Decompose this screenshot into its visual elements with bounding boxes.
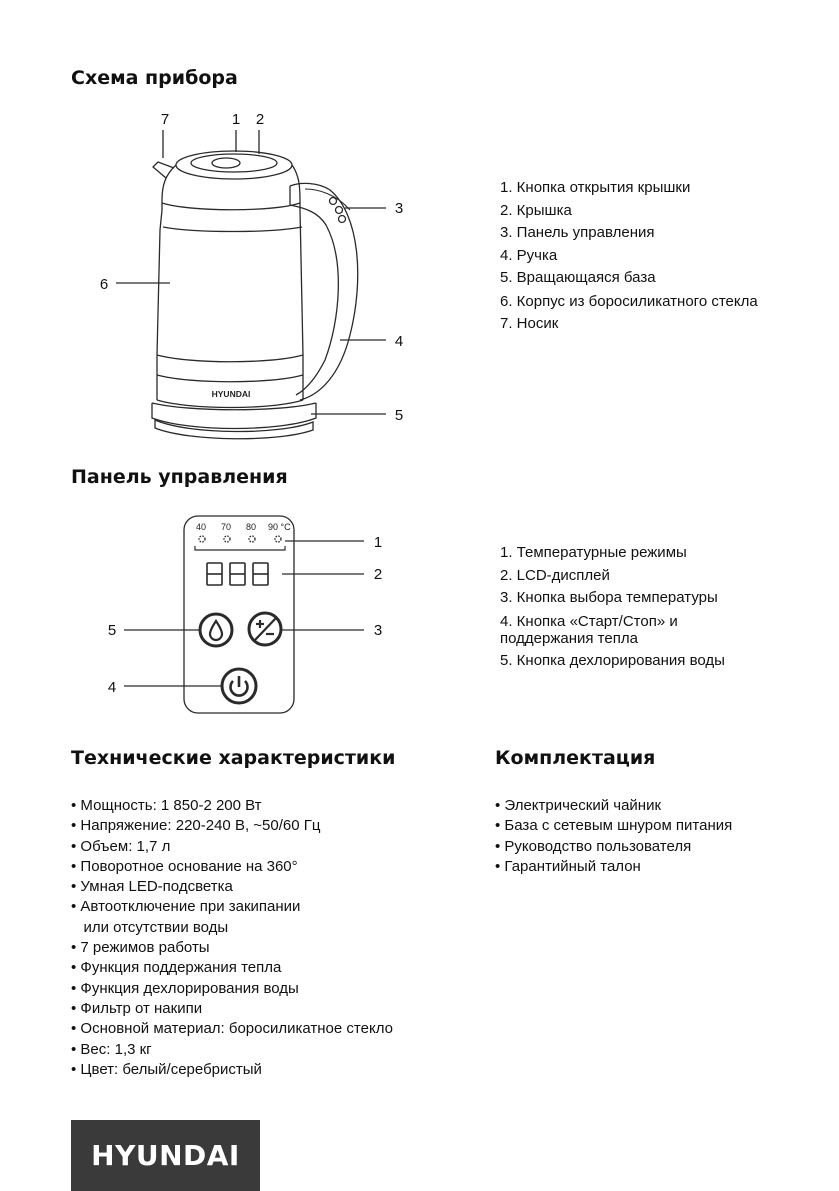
spec-item: • Фильтр от накипи [71,999,203,1017]
callout-3: 3 [394,200,404,217]
legend-item: 2. Крышка [500,201,572,219]
legend-item: 3. Кнопка выбора температуры [500,589,718,606]
legend-item: 5. Кнопка дехлорирования воды [500,651,725,669]
spec-item: • Умная LED-подсветка [71,878,233,896]
brand-logo-text: HYUNDAI [91,1139,240,1172]
temp-label-90: 90 °C [268,522,291,532]
temp-label-70: 70 [221,522,232,532]
legend-item: 7. Носик [500,314,559,332]
spec-item: • Мощность: 1 850-2 200 Вт [71,797,262,814]
legend-item: 5. Вращающаяся база [500,269,656,286]
panel-callout-3: 3 [373,622,383,639]
kit-item: • База с сетевым шнуром питания [495,817,733,835]
device-brand: HYUNDAI [211,389,251,399]
callout-1: 1 [231,111,241,128]
scheme-title: Схема прибора [71,67,238,89]
callout-6: 6 [99,276,109,293]
kit-list [495,796,732,877]
callout-2: 2 [255,111,265,128]
kit-title: Комплектация [495,747,656,769]
scheme-legend [500,177,800,335]
spec-item: • Объем: 1,7 л [71,837,171,855]
spec-item: • Основной материал: боросиликатное стекло [71,1020,393,1038]
callout-5: 5 [394,407,404,424]
spec-item: • Напряжение: 220-240 В, ~50/60 Гц [71,817,321,835]
specs-title: Технические характеристики [71,747,396,769]
spec-item: или отсутствии воды [71,918,229,936]
spec-item: • Поворотное основание на 360° [71,857,298,875]
spec-item: • Функция дехлорирования воды [71,979,299,997]
panel-title: Панель управления [71,466,288,488]
callout-7: 7 [160,111,170,128]
panel-callout-2: 2 [373,566,383,583]
legend-item: 2. LCD-дисплей [500,566,610,584]
panel-callout-5: 5 [107,622,117,639]
legend-item: 4. Ручка [500,246,558,264]
kit-item: • Электрический чайник [495,797,662,814]
legend-item: 6. Корпус из боросиликатного стекла [500,292,758,310]
panel-callout-4: 4 [107,679,117,696]
legend-item: 1. Температурные режимы [500,544,687,561]
spec-item: • 7 режимов работы [71,939,210,957]
legend-item: 3. Панель управления [500,224,655,241]
panel-legend [500,542,800,672]
temp-label-80: 80 [246,522,257,532]
temp-label-40: 40 [196,522,207,532]
callout-4: 4 [394,333,404,350]
spec-item: • Вес: 1,3 кг [71,1040,152,1058]
spec-item: • Автоотключение при закипании [71,898,301,916]
legend-item: 1. Кнопка открытия крышки [500,179,691,196]
spec-item: • Цвет: белый/серебристый [71,1060,262,1078]
legend-item: 4. Кнопка «Старт/Стоп» и поддержания тепла [500,612,678,647]
spec-item: • Функция поддержания тепла [71,959,282,977]
panel-callout-1: 1 [373,534,383,551]
specs-list [71,796,393,1080]
kit-item: • Руководство пользователя [495,837,692,855]
kit-item: • Гарантийный талон [495,857,641,875]
brand-logo [71,1120,260,1191]
